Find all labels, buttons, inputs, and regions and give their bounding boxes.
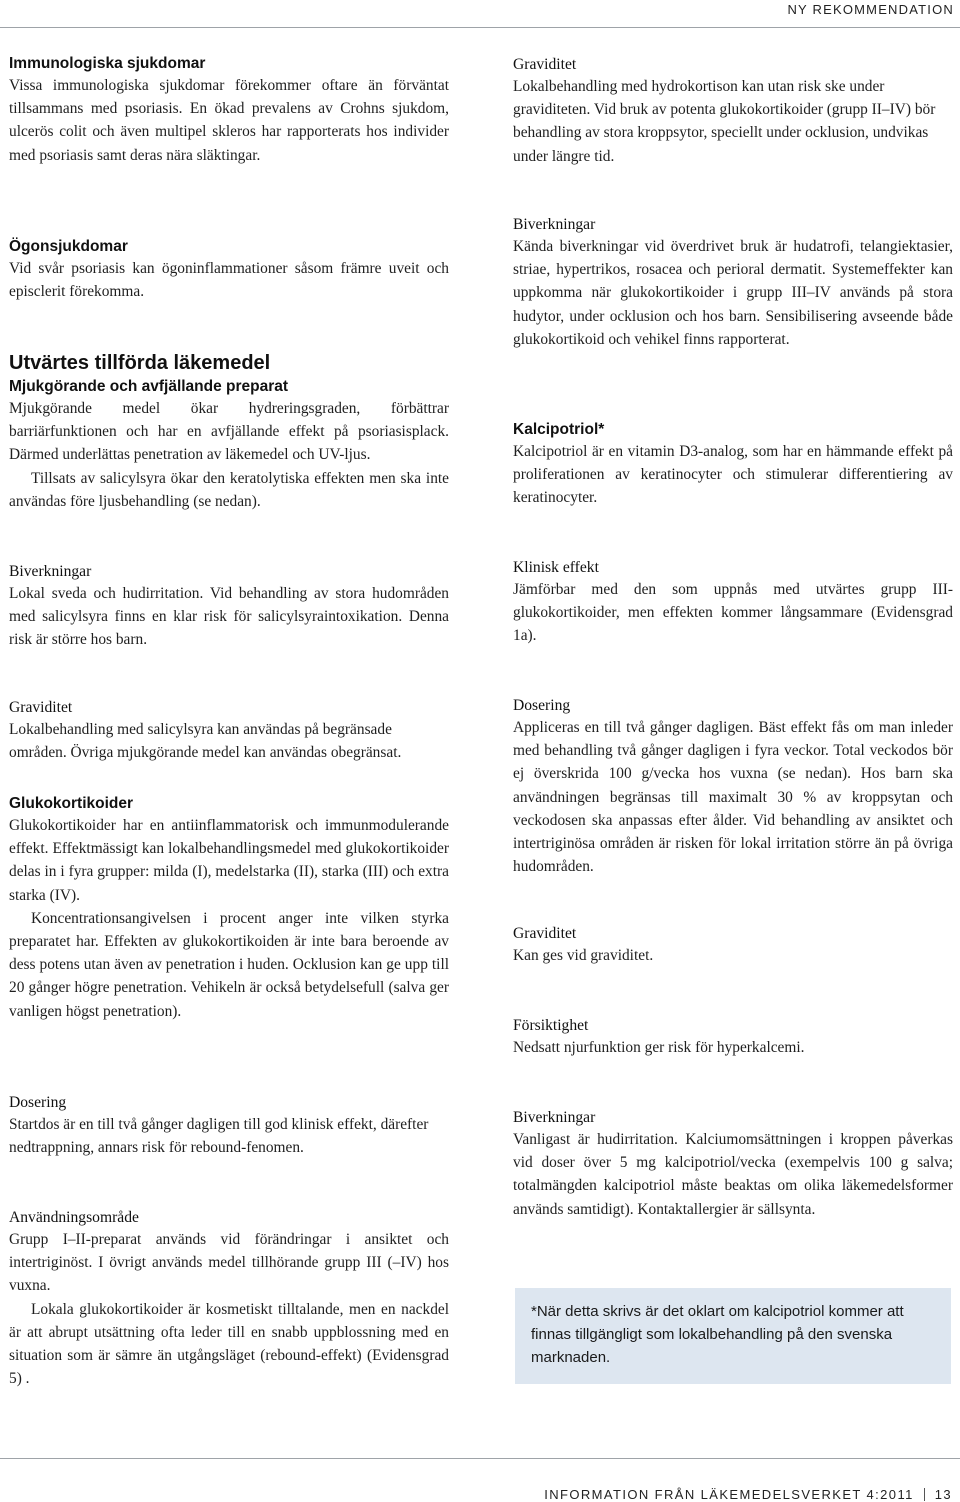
text-forsiktighet: Nedsatt njurfunktion ger risk för hyperkalcemi. — [513, 1039, 805, 1056]
heading-biverkningar: Biverkningar — [9, 563, 92, 580]
section-anvandningsomrade — [9, 1207, 449, 1390]
heading-forsiktighet: Försiktighet — [513, 1017, 589, 1034]
heading-graviditet-gluko: Graviditet — [513, 56, 577, 73]
text-glukokortikoider-1: Glukokortikoider har en antiinflammatorisk och immunmodulerande effekt. Effektmässigt kan lokalbehandlingsmedel med glukokortikoider delas in i fyra grupper: milda (I), medelstarka (II), starka (III) och extra starka (IV). — [9, 817, 449, 904]
heading-glukokortikoider: Glukokortikoider — [9, 795, 134, 812]
section-biverkningar-gluko — [513, 214, 953, 351]
footer — [544, 1487, 952, 1502]
text-kalcipotriol: Kalcipotriol är en vitamin D3-analog, som har en hämmande effekt på proliferationen av keratinocyter och stimulerar differentiering av keratinocyter. — [513, 443, 953, 507]
text-ogonsjukdomar: Vid svår psoriasis kan ögoninflammationer såsom främre uveit och episclerit förekomma. — [9, 260, 449, 301]
text-biverkningar-gluko: Kända biverkningar vid överdrivet bruk är hudatrofi, telangiektasier, striae, hypertrikos, rosacea och perioral dermatit. Systemeffekter kan uppkomma när glukokortikoider i grupp III–IV används på stora hudytor, under ocklusion och hos barn. Sensibilisering avseende både glukokortikoid och vehikel finns rapporterat. — [513, 238, 953, 348]
heading-biverkningar-gluko: Biverkningar — [513, 216, 596, 233]
heading-dosering-kalci: Dosering — [513, 697, 571, 714]
text-biverkningar-kalci: Vanligast är hudirritation. Kalciumomsättningen i kroppen påverkas vid doser över 5 mg kalcipotriol/vecka (exempelvis 100 g salva; totalmängden kalcipotriol måste beaktas om olika läkemedelsformer används samtidigt). Kontaktallergier är sällsynta. — [513, 1131, 953, 1218]
section-graviditet-kalci — [513, 923, 953, 967]
heading-utvartes: Utvärtes tillförda läkemedel — [9, 352, 271, 374]
subheading-mjukgorande: Mjukgörande och avfjällande preparat — [9, 378, 289, 395]
section-graviditet-mjuk — [9, 697, 449, 764]
text-anvandningsomrade-2: Lokala glukokortikoider är kosmetiskt tilltalande, men en nackdel är att abrupt utsättning ofta leder till en snabb uppblossning med en situation som är sämre än utgångsläget (rebound-effekt) (Evidensgrad 5) . — [9, 1300, 449, 1388]
header-divider — [0, 27, 960, 28]
section-biverkningar-kalci — [513, 1107, 953, 1221]
section-graviditet-gluko — [513, 54, 953, 168]
section-klinisk-effekt — [513, 557, 953, 648]
footer-publication: INFORMATION FRÅN LÄKEMEDELSVERKET 4:2011 — [544, 1487, 914, 1502]
heading-graviditet: Graviditet — [9, 699, 73, 716]
text-immunologiska: Vissa immunologiska sjukdomar förekommer oftare än förväntat tillsammans med psoriasis. En ökad prevalens av Crohns sjukdom, ulcerös colit och även multipel skleros har rapporterats hos individer med psoriasis samt deras nära släktingar. — [9, 77, 449, 164]
heading-anvandningsomrade: Användningsområde — [9, 1209, 139, 1226]
section-ogonsjukdomar — [9, 237, 449, 303]
footnote-box: *När detta skrivs är det oklart om kalcipotriol kommer att finnas tillgängligt som lokalbehandling på den svenska marknaden. — [515, 1288, 951, 1384]
section-utvartes — [9, 351, 449, 513]
text-graviditet: Lokalbehandling med salicylsyra kan användas på begränsade områden. Övriga mjukgörande medel kan användas obegränsat. — [9, 721, 402, 762]
footer-divider — [0, 1458, 960, 1459]
text-biverkningar: Lokal sveda och hudirritation. Vid behandling av stora hudområden med salicylsyra finns en klar risk för salicylsyraintoxikation. Denna risk är större hos barn. — [9, 585, 449, 649]
text-dosering: Startdos är en till två gånger dagligen till god klinisk effekt, därefter nedtrappning, annars risk för rebound-fenomen. — [9, 1116, 429, 1157]
section-dosering-gluko — [9, 1092, 449, 1159]
section-forsiktighet — [513, 1015, 953, 1059]
text-anvandningsomrade-1: Grupp I–II-preparat används vid förändringar i ansiktet och intertriginöst. I övrigt används medel tillhörande grupp III (–IV) hos vuxna. — [9, 1231, 449, 1295]
text-mjukgorande-2: Tillsats av salicylsyra ökar den keratolytiska effekten men ska inte användas före ljusbehandling (se nedan). — [9, 469, 449, 510]
heading-immunologiska: Immunologiska sjukdomar — [9, 55, 206, 72]
heading-biverkningar-kalci: Biverkningar — [513, 1109, 596, 1126]
section-kalcipotriol — [513, 420, 953, 510]
section-glukokortikoider — [9, 794, 449, 1023]
text-mjukgorande-1: Mjukgörande medel ökar hydreringsgraden, förbättrar barriärfunktionen och har en avfjällande effekt på psoriasisplack. Därmed underlättas penetration av läkemedel och UV-ljus. — [9, 400, 449, 464]
text-dosering-kalci: Appliceras en till två gånger dagligen. Bäst effekt fås om man inleder med behandling två gånger dagligen i fyra veckor. Total veckodos bör ej överskrida 100 g/vecka hos vuxna (se nedan). Hos barn ska användningen begränsas till maximalt 30 % av kroppsytan och veckodosen ska anpassas efter ålder. Vid behandling av ansiktet och intertriginösa områden är risken för lokal irritation större än på övriga hudområden. — [513, 719, 953, 876]
section-label: NY REKOMMENDATION — [787, 2, 954, 17]
text-glukokortikoider-2: Koncentrationsangivelsen i procent anger inte vilken styrka preparatet har. Effekten av glukokortikoiden är inte bara beroende av dess potens utan även av penetration i huden. Ocklusion kan ge upp till 20 gånger högre penetration. Vehikeln är också betydelsefull (salva ger vanligen högst penetration). — [9, 909, 449, 1020]
page-number: 13 — [934, 1487, 952, 1502]
text-graviditet-gluko: Lokalbehandling med hydrokortison kan utan risk ske under graviditeten. Vid bruk av potenta glukokortikoider (grupp II–IV) bör behandling av stora kroppsytor, speciellt under ocklusion, undvikas under längre tid. — [513, 78, 936, 165]
heading-ogonsjukdomar: Ögonsjukdomar — [9, 238, 128, 255]
heading-kalcipotriol: Kalcipotriol* — [513, 421, 605, 438]
heading-graviditet-kalci: Graviditet — [513, 925, 577, 942]
heading-dosering: Dosering — [9, 1094, 67, 1111]
section-biverkningar-salicyl — [9, 561, 449, 652]
footer-separator — [924, 1488, 925, 1501]
text-klinisk-effekt: Jämförbar med den som uppnås med utvärtes grupp III-glukokortikoider, men effekten kommer långsammare (Evidensgrad 1a). — [513, 581, 953, 645]
text-graviditet-kalci: Kan ges vid graviditet. — [513, 947, 654, 964]
section-immunologiska — [9, 54, 449, 167]
section-dosering-kalci — [513, 695, 953, 878]
heading-klinisk-effekt: Klinisk effekt — [513, 559, 599, 576]
